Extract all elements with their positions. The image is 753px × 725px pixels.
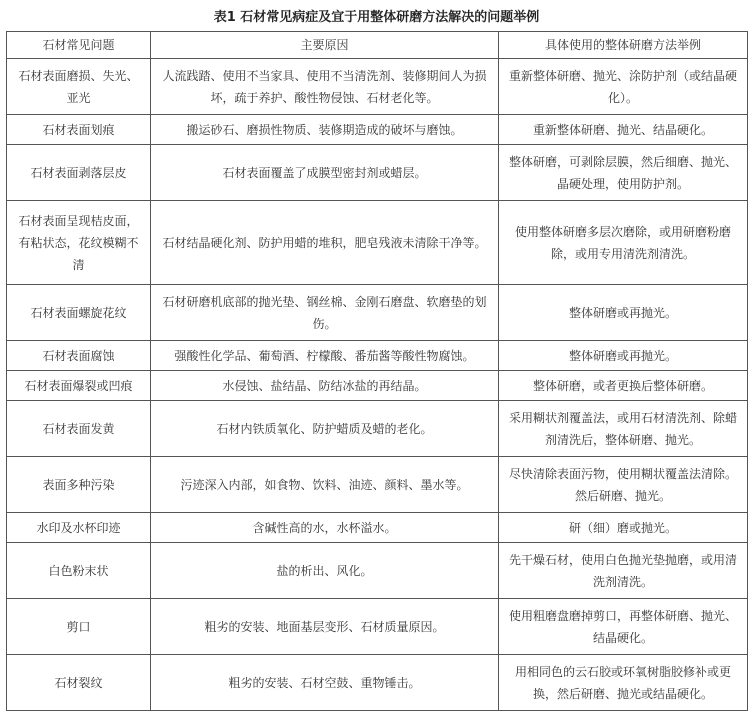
problem-cell: 石材表面剥落层皮: [7, 145, 151, 201]
method-cell: 整体研磨，可剥除层膜，然后细磨、抛光、晶硬处理，使用防护剂。: [499, 145, 748, 201]
cause-cell: 石材结晶硬化剂、防护用蜡的堆积，肥皂残液未清除干净等。: [151, 201, 499, 285]
method-cell: 先干燥石材，使用白色抛光垫抛磨，或用清洗剂清洗。: [499, 543, 748, 599]
problem-cell: 白色粉末状: [7, 543, 151, 599]
table-row: [7, 599, 748, 655]
table-row: [7, 201, 748, 285]
problem-cell: 表面多种污染: [7, 457, 151, 513]
cause-cell: 粗劣的安装、石材空鼓、重物锤击。: [151, 655, 499, 711]
problem-cell: 石材表面腐蚀: [7, 341, 151, 371]
table-row: [7, 115, 748, 145]
cause-cell: 搬运砂石、磨损性物质、装修期造成的破坏与磨蚀。: [151, 115, 499, 145]
header-cause: 主要原因: [151, 32, 499, 59]
method-cell: 采用糊状剂覆盖法，或用石材清洗剂、除蜡剂清洗后，整体研磨、抛光。: [499, 401, 748, 457]
method-cell: 用相同色的云石胶或环氧树脂胶修补或更换，然后研磨、抛光或结晶硬化。: [499, 655, 748, 711]
method-cell: 整体研磨或再抛光。: [499, 341, 748, 371]
problem-cell: 石材裂纹: [7, 655, 151, 711]
method-cell: 重新整体研磨、抛光、结晶硬化。: [499, 115, 748, 145]
cause-cell: 污迹深入内部，如食物、饮料、油迹、颜料、墨水等。: [151, 457, 499, 513]
table-row: [7, 145, 748, 201]
cause-cell: 水侵蚀、盐结晶、防结冰盐的再结晶。: [151, 371, 499, 401]
table-row: [7, 59, 748, 115]
problem-cell: 石材表面呈现桔皮面，有粘状态，花纹模糊不清: [7, 201, 151, 285]
header-problem: 石材常见问题: [7, 32, 151, 59]
cause-cell: 石材内铁质氧化、防护蜡质及蜡的老化。: [151, 401, 499, 457]
cause-cell: 强酸性化学品、葡萄酒、柠檬酸、番茄酱等酸性物腐蚀。: [151, 341, 499, 371]
table-title: 表1 石材常见病症及宜于用整体研磨方法解决的问题举例: [213, 10, 540, 25]
problem-cell: 石材表面发黄: [7, 401, 151, 457]
problem-cell: 石材表面爆裂或凹痕: [7, 371, 151, 401]
table-row: [7, 655, 748, 711]
cause-cell: 盐的析出、风化。: [151, 543, 499, 599]
table-row: [7, 371, 748, 401]
header-method: 具体使用的整体研磨方法举例: [499, 32, 748, 59]
table-row: [7, 285, 748, 341]
method-cell: 整体研磨或再抛光。: [499, 285, 748, 341]
table-row: [7, 543, 748, 599]
problem-cell: 石材表面划痕: [7, 115, 151, 145]
method-cell: 重新整体研磨、抛光、涂防护剂（或结晶硬化）。: [499, 59, 748, 115]
method-cell: 整体研磨，或者更换后整体研磨。: [499, 371, 748, 401]
method-cell: 使用整体研磨多层次磨除，或用研磨粉磨除，或用专用清洗剂清洗。: [499, 201, 748, 285]
table-header-row: [7, 32, 748, 59]
problem-cell: 石材表面磨损、失光、亚光: [7, 59, 151, 115]
stone-problems-table: [6, 31, 748, 711]
table-row: [7, 457, 748, 513]
method-cell: 尽快清除表面污物，使用糊状覆盖法清除。然后研磨、抛光。: [499, 457, 748, 513]
method-cell: 使用粗磨盘磨掉剪口，再整体研磨、抛光、结晶硬化。: [499, 599, 748, 655]
table-row: [7, 401, 748, 457]
cause-cell: 石材表面覆盖了成膜型密封剂或蜡层。: [151, 145, 499, 201]
cause-cell: 含碱性高的水，水杯溢水。: [151, 513, 499, 543]
cause-cell: 人流践踏、使用不当家具、使用不当清洗剂、装修期间人为损坏，疏于养护、酸性物侵蚀、石材老化等。: [151, 59, 499, 115]
cause-cell: 石材研磨机底部的抛光垫、钢丝棉、金刚石磨盘、软磨垫的划伤。: [151, 285, 499, 341]
problem-cell: 剪口: [7, 599, 151, 655]
table-row: [7, 341, 748, 371]
cause-cell: 粗劣的安装、地面基层变形、石材质量原因。: [151, 599, 499, 655]
method-cell: 研（细）磨或抛光。: [499, 513, 748, 543]
table-row: [7, 513, 748, 543]
problem-cell: 水印及水杯印迹: [7, 513, 151, 543]
problem-cell: 石材表面螺旋花纹: [7, 285, 151, 341]
